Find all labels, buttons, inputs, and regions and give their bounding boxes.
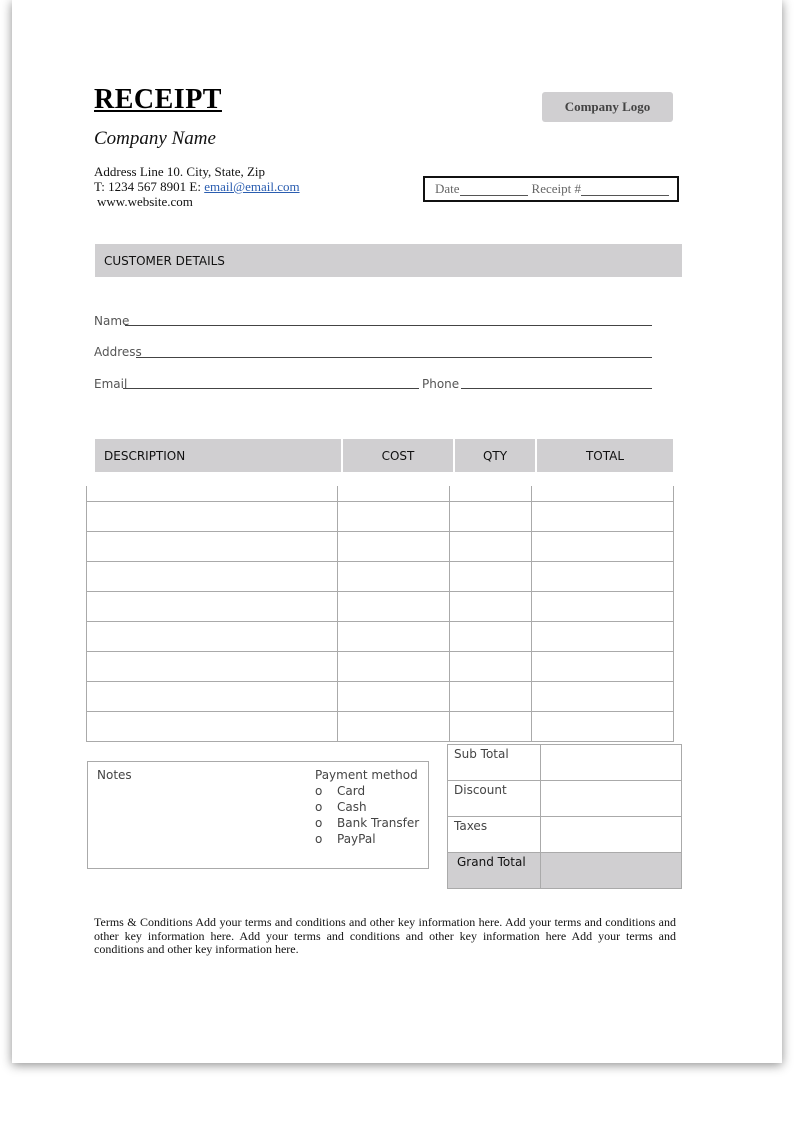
date-label: Date [435,181,460,196]
table-cell[interactable] [338,592,450,622]
table-cell[interactable] [87,562,338,592]
company-logo: Company Logo [542,92,673,122]
customer-details-header [95,244,682,277]
table-cell[interactable] [532,682,674,712]
taxes-row [448,817,682,853]
taxes-value[interactable] [541,817,682,853]
receipt-number-field[interactable] [581,183,669,196]
header-total-label: TOTAL [585,448,625,463]
subtotal-label: Sub Total [448,745,541,781]
email-field[interactable] [123,388,419,389]
table-cell[interactable] [338,502,450,532]
table-cell[interactable] [532,532,674,562]
payment-option-label: PayPal [337,832,376,846]
table-cell[interactable] [450,682,532,712]
header-qty-label: QTY [482,448,508,463]
payment-option-label: Card [337,784,366,798]
payment-option-label: Bank Transfer [337,816,420,830]
address-line: Address Line 10. City, State, Zip [94,164,266,179]
email-link[interactable]: email@email.com [204,179,300,194]
table-row [87,532,674,562]
phone-label: Phone [422,377,460,391]
discount-value[interactable] [541,781,682,817]
receipt-title: RECEIPT [94,84,222,115]
table-row [87,592,674,622]
subtotal-row [448,745,682,781]
table-cell[interactable] [338,622,450,652]
table-cell[interactable] [338,486,450,502]
notes-box [87,761,429,869]
contact-line [94,179,300,195]
table-cell[interactable] [450,532,532,562]
table-cell[interactable] [450,622,532,652]
totals-table [447,744,682,889]
bullet-icon: o [315,784,323,798]
website-text: www.website.com [97,194,193,209]
header-qty [455,439,535,472]
notes-label: Notes [97,768,132,782]
discount-label: Discount [448,781,541,817]
bullet-icon: o [315,800,323,814]
table-cell[interactable] [532,652,674,682]
taxes-label: Taxes [448,817,541,853]
table-cell[interactable] [338,562,450,592]
address-label: Address [94,345,142,359]
table-cell[interactable] [338,712,450,742]
name-label: Name [94,314,130,328]
customer-details-title: CUSTOMER DETAILS [104,253,225,268]
table-cell[interactable] [338,652,450,682]
table-cell[interactable] [450,562,532,592]
header-cost [343,439,453,472]
table-cell[interactable] [338,682,450,712]
table-row [87,486,674,502]
phone-text: T: 1234 567 8901 E: [94,179,205,194]
table-cell[interactable] [450,712,532,742]
table-cell[interactable] [87,622,338,652]
table-cell[interactable] [450,652,532,682]
table-row [87,562,674,592]
payment-options [315,784,419,848]
header-description-label: DESCRIPTION [104,448,186,463]
address-field[interactable] [136,357,652,358]
table-cell[interactable] [532,592,674,622]
table-row [87,622,674,652]
payment-option-card[interactable] [315,784,419,800]
terms-and-conditions: Terms & Conditions Add your terms and conditions and other key information here. Add your terms and conditions and other key information here. Add your terms and conditions and other key information here Add your terms and conditions and other key information here. [94,915,676,956]
receipt-number-label: Receipt # [531,181,582,196]
table-cell[interactable] [450,486,532,502]
items-table [86,486,674,742]
header-total [537,439,673,472]
table-cell[interactable] [87,652,338,682]
table-cell[interactable] [87,486,338,502]
payment-option-label: Cash [337,800,367,814]
grand-total-label: Grand Total [448,853,541,889]
table-cell[interactable] [87,682,338,712]
table-cell[interactable] [87,592,338,622]
email-label: Email [94,377,128,391]
table-cell[interactable] [450,502,532,532]
table-row [87,682,674,712]
table-cell[interactable] [450,592,532,622]
table-cell[interactable] [532,562,674,592]
bullet-icon: o [315,816,323,830]
payment-option-cash[interactable] [315,800,419,816]
table-cell[interactable] [87,502,338,532]
table-cell[interactable] [532,486,674,502]
payment-method-label: Payment method [315,768,418,782]
grand-total-value[interactable] [541,853,682,889]
company-name: Company Name [94,128,216,149]
grand-total-row [448,853,682,889]
table-row [87,502,674,532]
table-row [87,712,674,742]
bullet-icon: o [315,832,323,846]
table-cell[interactable] [338,532,450,562]
name-field[interactable] [125,325,652,326]
payment-option-paypal[interactable] [315,832,419,848]
date-field[interactable] [460,183,528,196]
table-cell[interactable] [532,502,674,532]
header-description [95,439,341,472]
table-cell[interactable] [532,622,674,652]
subtotal-value[interactable] [541,745,682,781]
payment-option-bank-transfer[interactable] [315,816,419,832]
discount-row [448,781,682,817]
table-cell[interactable] [532,712,674,742]
header-cost-label: COST [381,448,415,463]
table-cell[interactable] [87,712,338,742]
phone-field[interactable] [461,388,652,389]
table-row [87,652,674,682]
table-cell[interactable] [87,532,338,562]
date-receipt-box [423,176,679,202]
